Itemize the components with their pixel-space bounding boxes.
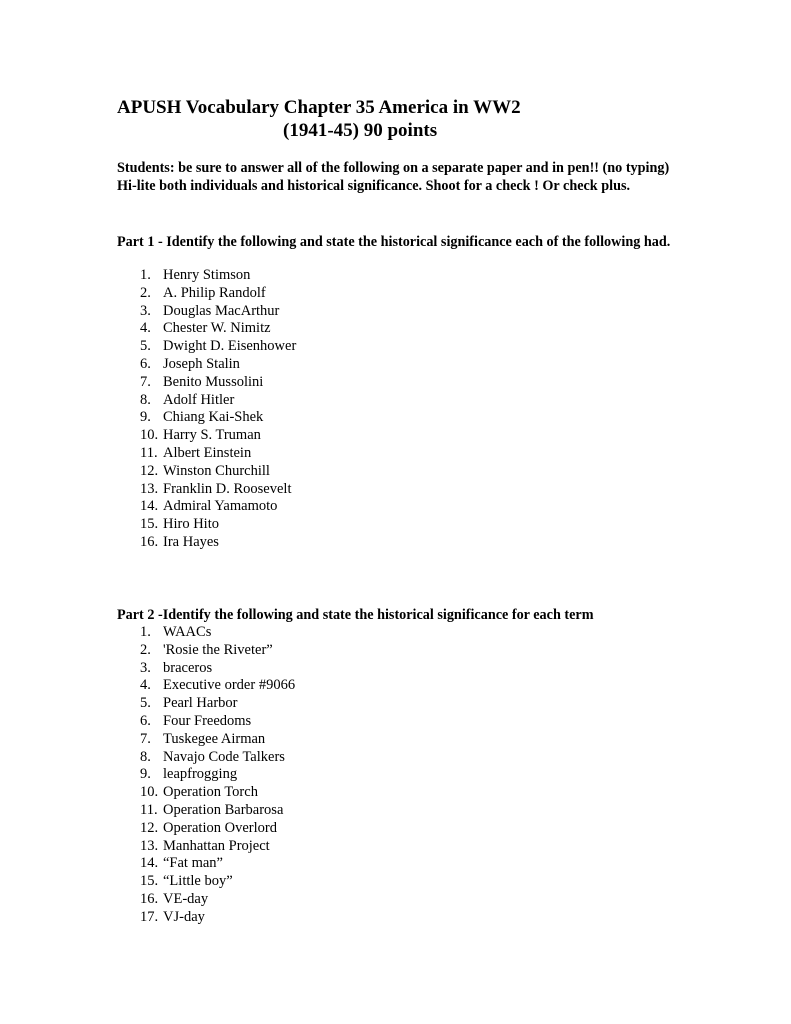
list-item-number: 12. bbox=[140, 462, 159, 479]
list-item-number: 8. bbox=[140, 748, 151, 765]
list-item-text: Four Freedoms bbox=[163, 712, 252, 729]
list-item-text: Adolf Hitler bbox=[163, 391, 235, 408]
list-item-text: Operation Overlord bbox=[163, 819, 277, 836]
list-item-number: 3. bbox=[140, 302, 151, 319]
list-item-text: Dwight D. Eisenhower bbox=[163, 338, 297, 355]
list-item-text: Ira Hayes bbox=[163, 533, 219, 550]
list-item-number: 11. bbox=[140, 801, 158, 818]
list-item-number: 13. bbox=[140, 480, 159, 497]
list-item-number: 8. bbox=[140, 391, 151, 408]
list-item-number: 13. bbox=[140, 837, 159, 854]
list-item-number: 2. bbox=[140, 284, 151, 301]
list-item-text: Chester W. Nimitz bbox=[163, 320, 271, 337]
list-item-number: 5. bbox=[140, 695, 151, 712]
list-item-number: 14. bbox=[140, 855, 159, 872]
list-item-text: Franklin D. Roosevelt bbox=[163, 480, 292, 497]
list-item-number: 17. bbox=[140, 908, 159, 925]
list-item-text: Winston Churchill bbox=[163, 462, 270, 479]
document-title-line-2: (1941-45) 90 points bbox=[283, 120, 438, 141]
list-item-number: 3. bbox=[140, 659, 151, 676]
list-item-text: Henry Stimson bbox=[163, 267, 251, 283]
list-item-text: “Fat man” bbox=[163, 855, 223, 872]
list-item-text: VJ-day bbox=[163, 908, 205, 925]
list-item-number: 9. bbox=[140, 766, 151, 783]
part1-heading: Part 1 - Identify the following and state the historical significance each of the following had. bbox=[117, 234, 671, 250]
list-item-text: “Little boy” bbox=[163, 873, 233, 890]
list-item-text: Admiral Yamamoto bbox=[163, 498, 278, 515]
list-item-number: 15. bbox=[140, 873, 159, 890]
list-item-text: Operation Torch bbox=[163, 784, 258, 801]
list-item-text: Chiang Kai-Shek bbox=[163, 409, 264, 426]
list-item-text: Executive order #9066 bbox=[163, 677, 296, 694]
list-item-text: Tuskegee Airman bbox=[163, 730, 266, 747]
list-item-number: 6. bbox=[140, 712, 151, 729]
list-item-number: 4. bbox=[140, 677, 151, 694]
list-item-number: 6. bbox=[140, 355, 151, 372]
list-item-number: 10. bbox=[140, 427, 159, 444]
list-item-number: 4. bbox=[140, 320, 151, 337]
list-item-number: 1. bbox=[140, 267, 151, 283]
list-item-number: 1. bbox=[140, 624, 151, 640]
list-item-number: 16. bbox=[140, 890, 159, 907]
list-item-text: WAACs bbox=[163, 624, 212, 640]
list-item-text: Hiro Hito bbox=[163, 516, 219, 533]
list-item-number: 9. bbox=[140, 409, 151, 426]
list-item-text: leapfrogging bbox=[163, 766, 238, 783]
list-item-number: 10. bbox=[140, 784, 159, 801]
list-item-text: Douglas MacArthur bbox=[163, 302, 280, 319]
list-item-number: 2. bbox=[140, 641, 151, 658]
list-item-text: Joseph Stalin bbox=[163, 355, 240, 372]
list-item-text: Albert Einstein bbox=[163, 444, 252, 461]
list-item-text: A. Philip Randolf bbox=[163, 284, 266, 301]
list-item-text: VE-day bbox=[163, 890, 209, 907]
list-item-number: 16. bbox=[140, 533, 159, 550]
instructions-paragraph: Students: be sure to answer all of the following on a separate paper and in pen!! (no typing) Hi-lite both individuals and historical significance. Shoot for a check ! Or check plus. bbox=[117, 160, 670, 194]
list-item-text: Benito Mussolini bbox=[163, 373, 264, 390]
list-item-number: 15. bbox=[140, 516, 159, 533]
document-title-line-1: APUSH Vocabulary Chapter 35 America in WW2 bbox=[117, 97, 521, 118]
list-item-number: 11. bbox=[140, 444, 158, 461]
list-item-text: Navajo Code Talkers bbox=[163, 748, 285, 765]
list-item-number: 7. bbox=[140, 373, 151, 390]
list-item-number: 7. bbox=[140, 730, 151, 747]
list-item-text: Pearl Harbor bbox=[163, 695, 238, 712]
list-item-text: braceros bbox=[163, 659, 213, 676]
list-item-number: 12. bbox=[140, 819, 159, 836]
list-item-text: Manhattan Project bbox=[163, 837, 270, 854]
list-item-number: 5. bbox=[140, 338, 151, 355]
part2-heading: Part 2 -Identify the following and state the historical significance for each term bbox=[117, 607, 594, 623]
list-item-text: Harry S. Truman bbox=[163, 427, 261, 444]
list-item-text: Operation Barbarosa bbox=[163, 801, 284, 818]
list-item-text: 'Rosie the Riveter” bbox=[163, 641, 273, 658]
list-item-number: 14. bbox=[140, 498, 159, 515]
